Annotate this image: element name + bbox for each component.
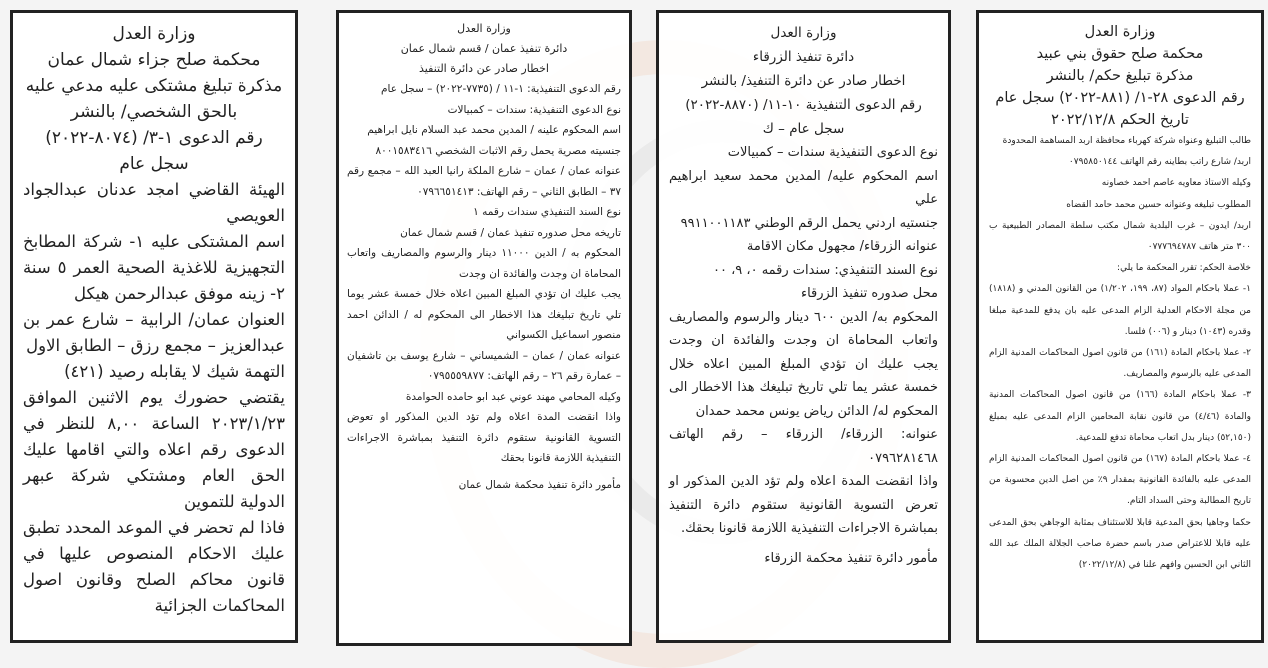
notice-paragraph: طالب التبليغ وعنواه شركة كهرباء محافظة اربد المساهمة المحدودة — [1002, 136, 1251, 146]
notice-paragraph: اسم المحكوم عليه/ المدين محمد سعيد ابراهيم علي — [669, 168, 938, 207]
ministry-title: وزارة العدل — [457, 22, 511, 35]
notice-execution-zarqa — [656, 10, 951, 643]
notice-paragraph: اسم المحكوم علينه / المدين محمد عبد السلام نايل ابراهيم — [367, 124, 621, 136]
notice-paragraph: عنوانه عمان / عمان – شارع الملكة رانيا العبد الله – مجمع رقم ٣٧ – الطابق الثاني – رقم الهاتف: ٠٧٩٦٦٥١٤١٣ — [347, 165, 621, 198]
notice-paragraph: اسم المشتكى عليه ١- شركة المطابخ التجهيزية للاغذية الصحية العمر ٥ سنة ٢- زينه موفق عبدالرحمن هيكل — [23, 232, 285, 303]
notice-paragraph: التهمة شيك لا يقابله رصيد (٤٢١) — [64, 362, 285, 381]
notice-paragraph: حكما وجاهيا بحق المدعية قابلا للاستئناف بمثابة الوجاهي بحق المدعى عليه قابلا للاعتراض صدر باسم حضرة صاحب الجلالة الملك عبد الله الثاني ابن الحسين وافهم علنا في (٢٠٢٢/١٢/٨) — [989, 517, 1251, 571]
header-line: رقم الدعوى التنفيذية ١٠-١١/ (٨٨٧٠-٢٠٢٢) — [685, 97, 922, 113]
notice-paragraph: نوع الدعوى التنفيذية سندات – كمبيالات — [727, 145, 938, 160]
header-line: سجل عام — [119, 154, 189, 174]
notice-paragraph: واذا انقضت المدة اعلاه ولم تؤد الدين المذكور او تعرض التسوية القانونية ستقوم دائرة التنفيذ بمباشرة الاجراءات التنفيذية اللازمة قانونا بحقك. — [669, 474, 938, 536]
notice-paragraph: تاريخه محل صدوره تنفيذ عمان / قسم شمال عمان — [400, 226, 621, 239]
notice-paragraph: نوع السند التنفيذي: سندات رقمه ٠، ٩، ٠٠ — [712, 262, 938, 278]
header-line: مذكرة تبليغ حكم/ بالنشر — [1046, 68, 1194, 84]
notice-paragraph: ٢- عملا باحكام المادة (١٦١) من قانون اصول المحاكمات المدنية الزام المدعى عليه بالرسوم والمصاريف. — [989, 348, 1252, 380]
notice-header — [989, 21, 1251, 131]
header-line: سجل عام – ك — [762, 121, 845, 137]
notice-bani-obeid-judgment — [976, 10, 1264, 643]
notice-execution-north-amman — [336, 10, 632, 646]
header-line: محكمة صلح جزاء شمال عمان — [47, 50, 261, 70]
notice-paragraph: وكيله الاستاذ معاويه عاصم احمد خصاونه — [1101, 178, 1251, 189]
notice-header — [347, 19, 621, 79]
notice-paragraph: الهيئة القاضي امجد عدنان عبدالجواد العويصي — [23, 180, 285, 225]
notice-paragraph: جنسيته مصرية يحمل رقم الاثبات الشخصي ٨٠٠١٥٨٣٤١٦ — [375, 144, 621, 157]
notice-paragraph: عنوانه عمان / عمان – الشميساني – شارع يوسف بن تاشفيان – عمارة رقم ٢٦ – رقم الهاتف: ٠٧٩٥٥٥٩٨٧٧ — [347, 349, 621, 382]
notice-paragraph: جنستيه اردني يحمل الرقم الوطني ٩٩١١٠٠١١٨٣ — [680, 215, 938, 231]
notice-paragraph: وكيله المحامي مهند عوني عبد ابو حامده الحوامدة — [405, 390, 621, 403]
notice-paragraph: واذا انقضت المدة اعلاه ولم تؤد الدين المذكور او تعوض التسوية القانونية ستقوم دائرة التنفيذ بمباشرة الاجراءات التنفيذية اللازمة قانونا بحقك — [347, 411, 621, 464]
header-line: دائرة تنفيذ عمان / قسم شمال عمان — [400, 42, 568, 55]
header-line: رقم الدعوى ١-٣/ (٨٠٧٤-٢٠٢٢) — [45, 128, 263, 148]
header-line: تاريخ الحكم ٢٠٢٢/١٢/٨ — [1051, 112, 1189, 128]
signature-line: مأمور دائرة تنفيذ محكمة شمال عمان — [458, 478, 621, 491]
notice-paragraph: محل صدوره تنفيذ الزرقاء — [800, 286, 938, 301]
notice-paragraph: يجب عليك ان تؤدي المبلغ المبين اعلاه خلال خمسة عشر يوما تلي تاريخ تبليغك هذا الاخطار الى المحكوم له / الدائن احمد منصور اسماعيل الكسواني — [347, 288, 621, 341]
notice-paragraph: اربد/ شارع راتب بطاينه رقم الهاتف ٠٧٩٥٨٥٠١٤٤ — [1068, 157, 1251, 168]
notice-paragraph: خلاصة الحكم: تقرر المحكمة ما يلي: — [1117, 263, 1251, 274]
notice-paragraph: نوع السند التنفيذي سندات رقمه ١ — [473, 206, 621, 218]
notice-paragraph: المطلوب تبليغه وعنوانه حسين محمد حامد القضاه — [1066, 199, 1251, 210]
ministry-title: وزارة العدل — [112, 24, 196, 44]
notice-paragraph: ٣- عملا باحكام المادة (١٦٦) من قانون اصول المحاكمات المدنية والمادة (٤/٤٦) من قانون نقابة المحامين الزام المدعى عليه بمبلغ (٥٢,١٥٠) دينار بدل اتعاب محاماة تدفع للمدعية. — [989, 390, 1251, 443]
ministry-title: وزارة العدل — [770, 25, 837, 41]
notice-header — [23, 21, 285, 177]
header-line: اخطار صادر عن دائرة التنفيذ — [419, 62, 549, 75]
notice-paragraph: رقم الدعوى التنفيذية: ١-١١ / (٧٧٣٥-٢٠٢٢) – سجل عام — [381, 83, 621, 95]
notice-paragraph: المحكوم به/ الدين ٦٠٠ دينار والرسوم والمصاريف واتعاب المحاماة ان وجدت والفائدة ان وجدت يجب عليك ان تؤدي المبلغ المبين اعلاه خلال خمسة عشر يما تلي تاريخ تبليغك هذا الاخطار الى المحكوم له/ الدائن رياض يونس محمد حمدان — [669, 309, 938, 419]
notice-paragraph: يقتضي حضورك يوم الاثنين الموافق ٢٠٢٣/١/٢٣ الساعة ٨,٠٠ للنظر في الدعوى رقم اعلاه والتي اقامها عليك الحق العام ومشتكي شركة عبهر الدولية للتموين — [23, 388, 285, 511]
notice-paragraph: عنوانه الزرقاء/ مجهول مكان الاقامة — [746, 239, 938, 254]
notice-paragraph: ٤- عملا باحكام المادة (١٦٧) من قانون اصول المحاكمات المدنية الزام المدعى عليه بالفائدة القانونية بمقدار ٩٪ من اصل الدين محسوبة من تاريخ المطالبة وحتى السداد التام. — [989, 454, 1252, 507]
header-line: مذكرة تبليغ مشتكى عليه مدعي عليه — [25, 76, 283, 96]
header-line: رقم الدعوى ٢٨-١/ (٨٨١-٢٠٢٢) سجل عام — [995, 90, 1245, 106]
notice-paragraph: عنوانه: الزرقاء/ الزرقاء – رقم الهاتف ٠٧٩٦٢٨١٤٦٨ — [669, 427, 938, 466]
notice-paragraph: ١- عملا باحكام المواد (٨٧، ١٩٩، ١/٢٠٢) من القانون المدني و (١٨١٨) من مجلة الاحكام العدلية الزام المدعى عليه بان يدفع للمدعية مبلغا وقدره (١٠٤٣) دينار و (٠٠٦) فلسا. — [989, 284, 1251, 337]
notice-paragraph: نوع الدعوى التنفيذية: سندات – كمبيالات — [447, 103, 621, 116]
header-line: دائرة تنفيذ الزرقاء — [752, 49, 855, 65]
notice-paragraph: المحكوم به / الدين ١١٠٠٠ دينار والرسوم والمصاريف واتعاب المحاماة ان وجدت والفائدة ان وجدت — [347, 247, 622, 280]
header-line: محكمة صلح حقوق بني عبيد — [1036, 46, 1204, 62]
notice-header — [669, 21, 938, 141]
ministry-title: وزارة العدل — [1084, 24, 1156, 40]
notice-sulh-jazaa-north-amman — [10, 10, 298, 643]
header-line: اخطار صادر عن دائرة التنفيذ/ بالنشر — [701, 73, 906, 89]
signature-line: مأمور دائرة تنفيذ محكمة الزرقاء — [764, 550, 938, 566]
notice-paragraph: فاذا لم تحضر في الموعد المحدد تطبق عليك الاحكام المنصوص عليها في قانون محاكم الصلح وقانون اصول المحاكمات الجزائية — [23, 518, 285, 615]
header-line: بالحق الشخصي/ بالنشر — [70, 102, 238, 122]
notice-paragraph: العنوان عمان/ الرابية – شارع عمر بن عبدالعزيز – مجمع رزق – الطابق الاول — [23, 310, 285, 355]
notice-paragraph: اربد/ ايدون – غرب البلدية شمال مكتب سلطة المصادر الطبيعية ب ٣٠٠ متر هاتف ٠٧٧٧٦٩٤٧٨٧ — [989, 220, 1251, 253]
